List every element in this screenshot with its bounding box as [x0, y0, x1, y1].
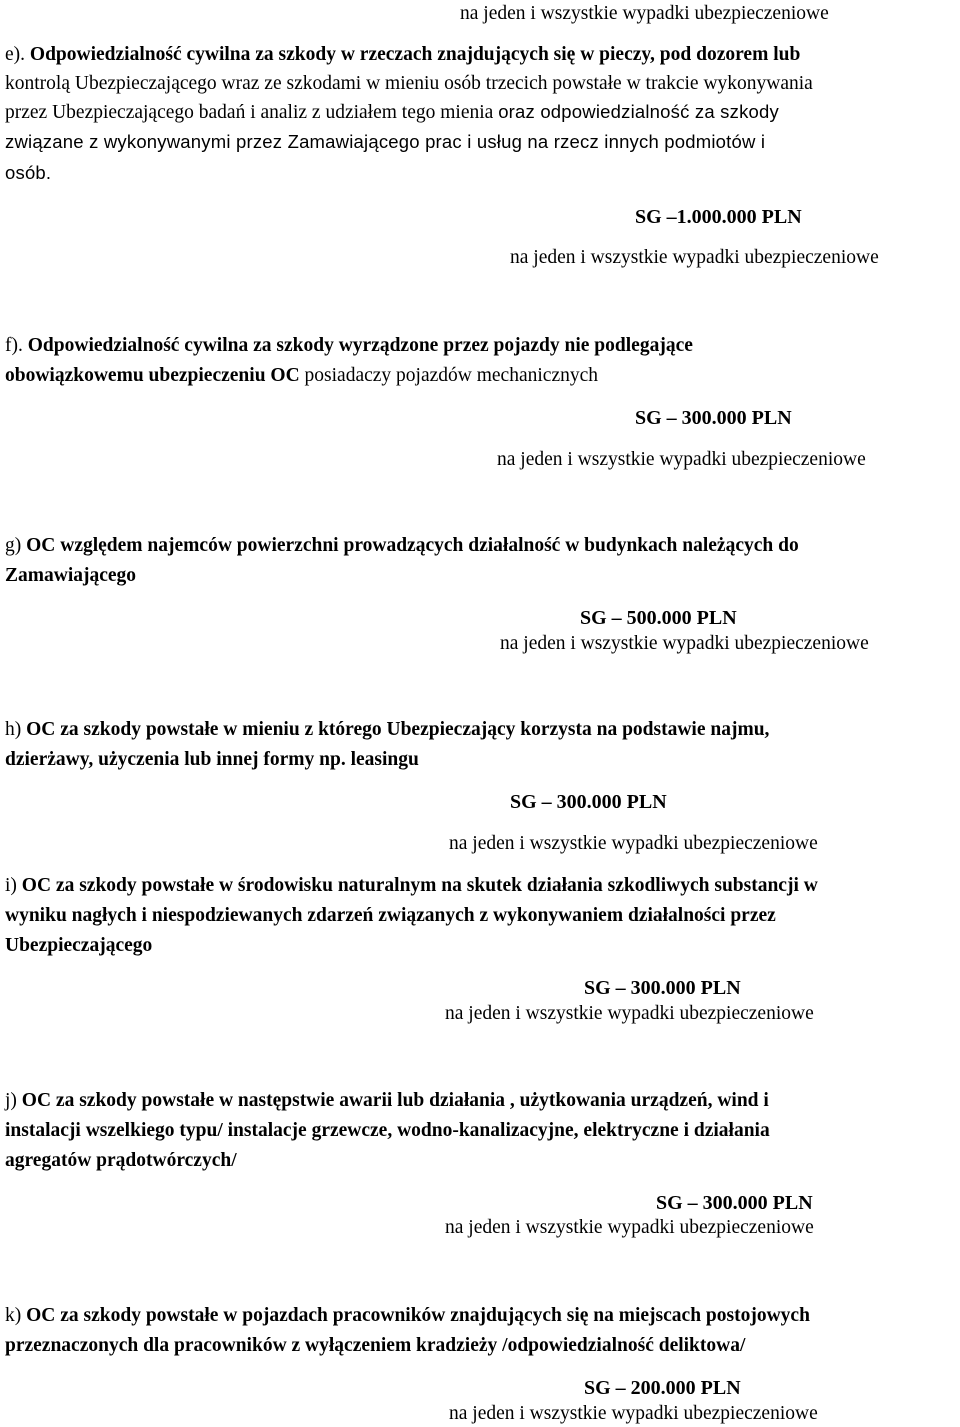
section-g-sum-insured: SG – 500.000 PLN [580, 607, 737, 629]
section-e-sum-insured: SG –1.000.000 PLN [635, 206, 802, 228]
section-j-line-3: agregatów prądotwórczych/ [5, 1150, 237, 1171]
section-h-sum-insured: SG – 300.000 PLN [510, 791, 667, 813]
section-f-heading: Odpowiedzialność cywilna za szkody wyrządzone przez pojazdy nie podlegające [27, 335, 693, 356]
section-f-sum-insured: SG – 300.000 PLN [635, 407, 792, 429]
section-k-line-2: przeznaczonych dla pracowników z wyłączeniem kradzieży /odpowiedzialność deliktowa/ [5, 1335, 746, 1356]
section-i-note: na jeden i wszystkie wypadki ubezpieczeniowe [445, 1003, 814, 1024]
section-i-line-1 [5, 876, 818, 896]
section-h-letter: h) [5, 719, 22, 740]
carryover-note: na jeden i wszystkie wypadki ubezpieczeniowe [460, 3, 829, 24]
section-e-heading: Odpowiedzialność cywilna za szkody w rzeczach znajdujących się w pieczy, pod dozorem lub [29, 44, 801, 65]
section-i-letter: i) [5, 875, 17, 896]
section-e-line-3-sans: oraz odpowiedzialność za szkody [498, 101, 779, 122]
section-e-letter: e). [5, 44, 26, 65]
section-g-letter: g) [5, 535, 22, 556]
section-i-sum-insured: SG – 300.000 PLN [584, 977, 741, 999]
section-i-line-2: wyniku nagłych i niespodziewanych zdarzeń związanych z wykonywaniem działalności przez [5, 905, 776, 926]
section-h-heading: OC za szkody powstałe w mieniu z którego Ubezpieczający korzysta na podstawie najmu, [26, 719, 770, 740]
section-k-note: na jeden i wszystkie wypadki ubezpieczeniowe [449, 1403, 818, 1424]
section-j-heading: OC za szkody powstałe w następstwie awarii lub działania , użytkowania urządzeń, wind i [21, 1090, 769, 1111]
section-i-line-3: Ubezpieczającego [5, 935, 153, 956]
section-g-line-2: Zamawiającego [5, 565, 137, 586]
section-j-note: na jeden i wszystkie wypadki ubezpieczeniowe [445, 1217, 814, 1238]
section-k-letter: k) [5, 1305, 22, 1326]
section-g-heading: OC względem najemców powierzchni prowadzących działalność w budynkach należących do [26, 535, 799, 556]
section-f-line-2-rest: posiadaczy pojazdów mechanicznych [304, 365, 598, 386]
section-i-heading: OC za szkody powstałe w środowisku naturalnym na skutek działania szkodliwych substancji w [21, 875, 818, 896]
section-f-letter: f). [5, 335, 23, 356]
section-h-line-1 [5, 720, 769, 740]
section-k-sum-insured: SG – 200.000 PLN [584, 1377, 741, 1399]
section-e-line-1 [5, 45, 800, 65]
section-j-sum-insured: SG – 300.000 PLN [656, 1192, 813, 1214]
section-j-letter: j) [5, 1090, 17, 1111]
section-e-line-5: osób. [5, 162, 52, 183]
section-h-line-2: dzierżawy, użyczenia lub innej formy np. leasingu [5, 749, 419, 770]
section-e-line-3 [5, 103, 779, 123]
section-j-line-1 [5, 1091, 769, 1111]
section-k-line-1 [5, 1306, 810, 1326]
section-e-line-3-serif: przez Ubezpieczającego badań i analiz z udziałem tego mienia [5, 102, 494, 123]
section-j-line-2: instalacji wszelkiego typu/ instalacje grzewcze, wodno-kanalizacyjne, elektryczne i działania [5, 1120, 770, 1141]
section-e-line-2: kontrolą Ubezpieczającego wraz ze szkodami w mieniu osób trzecich powstałe w trakcie wykonywania [5, 73, 813, 94]
section-e-line-4: związane z wykonywanymi przez Zamawiającego prac i usług na rzecz innych podmiotów i [5, 131, 766, 152]
section-h-note: na jeden i wszystkie wypadki ubezpieczeniowe [449, 833, 818, 854]
section-k-heading: OC za szkody powstałe w pojazdach pracowników znajdujących się na miejscach postojowych [26, 1305, 810, 1326]
section-f-line-1 [5, 336, 693, 356]
section-f-line-2-bold: obowiązkowemu ubezpieczeniu OC [5, 365, 300, 386]
section-e-note: na jeden i wszystkie wypadki ubezpieczeniowe [510, 247, 879, 268]
section-g-note: na jeden i wszystkie wypadki ubezpieczeniowe [500, 633, 869, 654]
section-g-line-1 [5, 536, 799, 556]
section-f-note: na jeden i wszystkie wypadki ubezpieczeniowe [497, 449, 866, 470]
section-f-line-2 [5, 366, 598, 386]
